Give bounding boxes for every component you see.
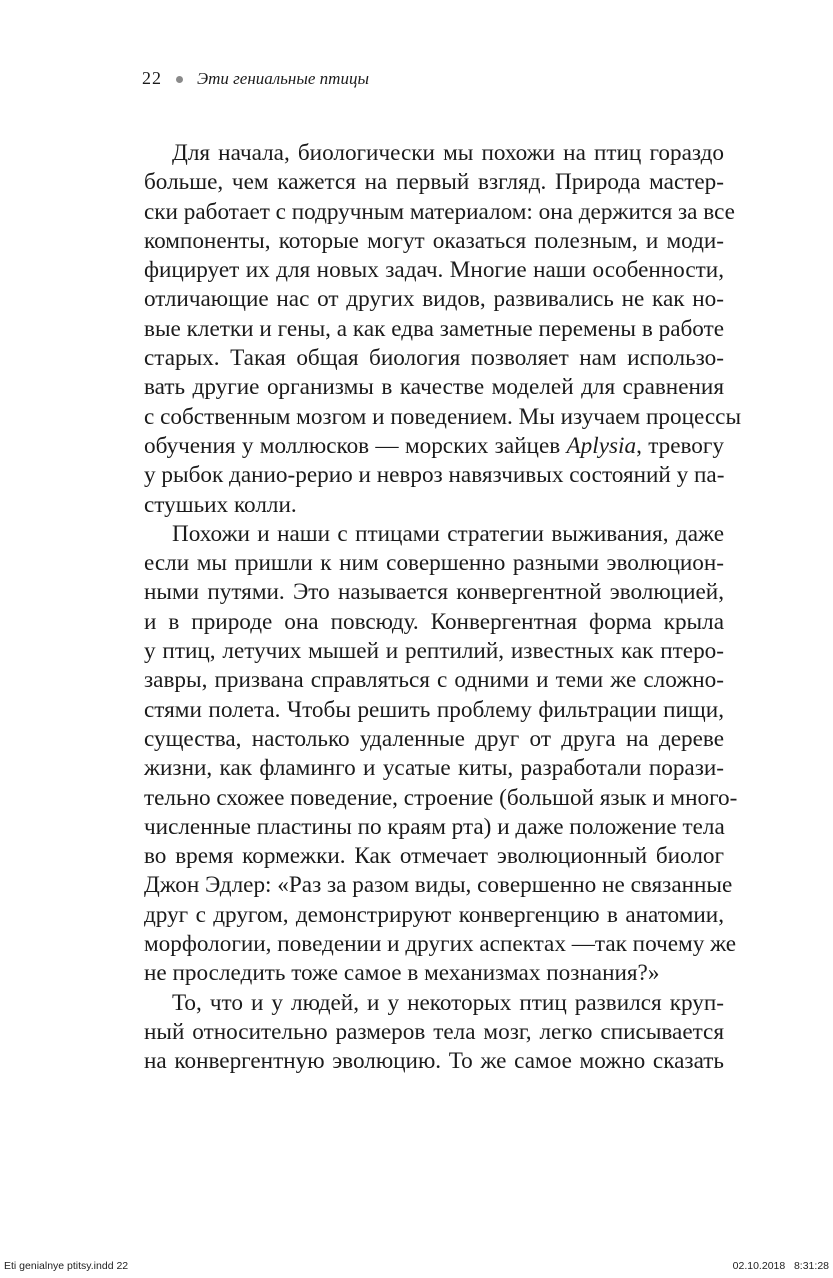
text-line: если мы пришли к ним совершенно разными эволюцион- bbox=[144, 550, 724, 577]
text-line: стушьих колли. bbox=[144, 491, 297, 518]
running-header bbox=[142, 66, 369, 91]
text-line-with-italic bbox=[144, 432, 724, 461]
text-line: компоненты, которые могут оказаться полезным, и моди- bbox=[144, 227, 724, 254]
header-bullet-icon bbox=[176, 76, 183, 83]
paragraph-3 bbox=[144, 989, 724, 1077]
text-line: завры, призвана справляться с одними и теми же сложно- bbox=[144, 667, 724, 694]
text-line: не проследить тоже самое в механизмах познания?» bbox=[144, 960, 660, 987]
text-segment: обучения у моллюсков — морских зайцев bbox=[144, 432, 567, 459]
paragraph-1 bbox=[144, 139, 742, 520]
text-line: ски работает с подручным материалом: она держится за все bbox=[144, 198, 735, 225]
page-number: 22 bbox=[142, 68, 162, 88]
body-text bbox=[144, 139, 742, 1077]
text-line: Для начала, биологически мы похожи на птиц гораздо bbox=[172, 140, 724, 166]
text-line: численные пластины по краям рта) и даже положение тела bbox=[144, 813, 725, 840]
text-line: стями полета. Чтобы решить проблему фильтрации пищи, bbox=[144, 696, 724, 723]
text-line: морфологии, поведении и других аспектах —так почему же bbox=[144, 931, 737, 958]
text-segment: , тревогу bbox=[636, 432, 724, 459]
text-line: Похожи и наши с птицами стратегии выживания, даже bbox=[172, 520, 724, 547]
text-line: старых. Такая общая биология позволяет нам использо- bbox=[144, 345, 724, 372]
species-name-italic: Aplysia bbox=[566, 432, 637, 459]
text-line: больше, чем кажется на первый взгляд. Природа мастер- bbox=[144, 169, 724, 196]
print-timestamp: 02.10.2018 8:31:28 bbox=[732, 1260, 829, 1272]
running-title: Эти гениальные птицы bbox=[197, 69, 369, 88]
text-line: существа, настолько удаленные друг от друга на дереве bbox=[144, 725, 724, 752]
paragraph-2 bbox=[144, 520, 738, 989]
text-line: жизни, как фламинго и усатые киты, разработали порази- bbox=[144, 755, 724, 782]
text-line: тельно схожее поведение, строение (большой язык и много- bbox=[144, 784, 738, 811]
text-line: на конвергентную эволюцию. То же самое можно сказать bbox=[144, 1048, 724, 1075]
text-line: ный относительно размеров тела мозг, легко списывается bbox=[144, 1018, 724, 1045]
text-line: с собственным мозгом и поведением. Мы изучаем процессы bbox=[144, 403, 742, 430]
text-line: во время кормежки. Как отмечает эволюционный биолог bbox=[144, 843, 724, 870]
text-line: у птиц, летучих мышей и рептилий, известных как птеро- bbox=[144, 638, 724, 665]
text-line: ными путями. Это называется конвергентной эволюцией, bbox=[144, 579, 724, 606]
text-line: отличающие нас от других видов, развивались не как но- bbox=[144, 286, 724, 313]
text-line: вать другие организмы в качестве моделей для сравнения bbox=[144, 374, 724, 401]
text-line: Джон Эдлер: «Раз за разом виды, совершенно не связанные bbox=[144, 872, 733, 899]
text-line: вые клетки и гены, а как едва заметные перемены в работе bbox=[144, 315, 724, 342]
text-line: То, что и у людей, и у некоторых птиц развился круп- bbox=[172, 989, 724, 1016]
file-info: Eti genialnye ptitsy.indd 22 bbox=[4, 1260, 129, 1272]
text-line: друг с другом, демонстрируют конвергенцию в анатомии, bbox=[144, 901, 724, 928]
text-line: у рыбок данио-рерио и невроз навязчивых состояний у па- bbox=[144, 462, 725, 489]
text-line: фицирует их для новых задач. Многие наши особенности, bbox=[144, 257, 724, 284]
text-line: и в природе она повсюду. Конвергентная форма крыла bbox=[144, 608, 724, 635]
